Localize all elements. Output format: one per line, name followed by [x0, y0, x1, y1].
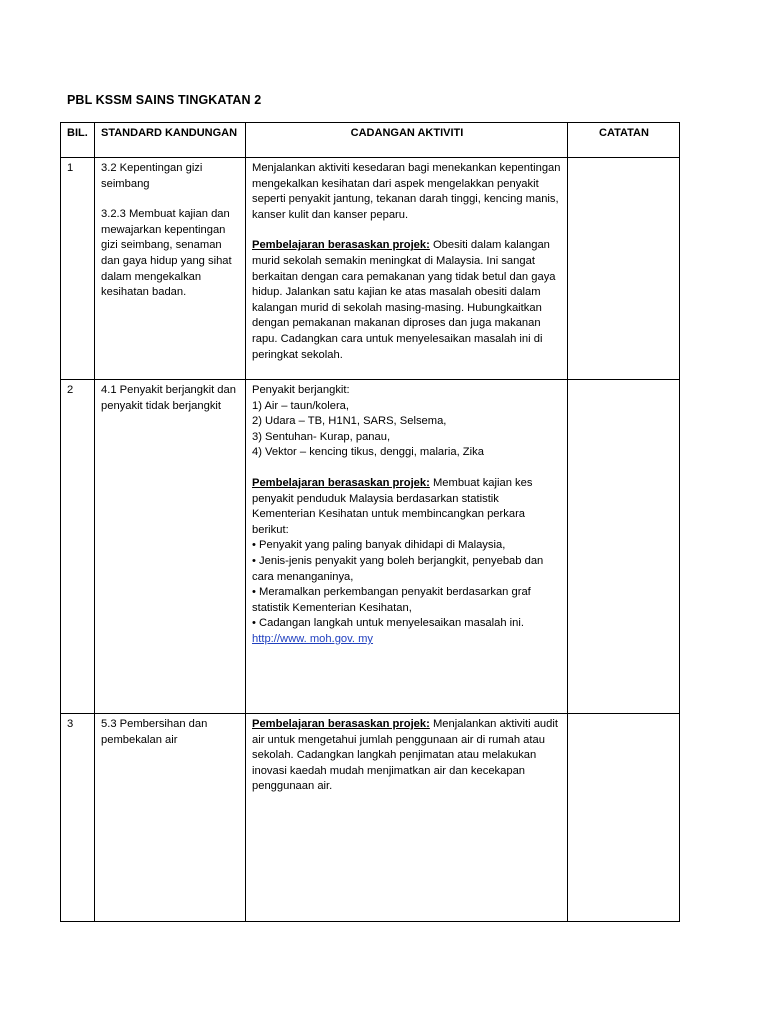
bullet-item: • Cadangan langkah untuk menyelesaikan masalah ini. [252, 617, 524, 630]
standard-heading: 3.2 Kepentingan gizi seimbang [101, 162, 203, 190]
header-catatan: CATATAN [568, 123, 680, 158]
cell-standard [95, 380, 246, 714]
cell-standard [95, 158, 246, 380]
cell-cadangan [246, 158, 568, 380]
pbl-paragraph [252, 717, 562, 795]
list-item: 2) Udara – TB, H1N1, SARS, Selsema, [252, 415, 447, 428]
activity-intro: Menjalankan aktiviti kesedaran bagi menekankan kepentingan mengekalkan kesihatan dari aspek mengelakkan penyakit seperti penyakit jantung, tekanan darah tinggi, kencing manis, kanser kulit dan kanser peparu. [252, 162, 561, 221]
pbl-label: Pembelajaran berasaskan projek: [252, 239, 430, 252]
list-item: 3) Sentuhan- Kurap, panau, [252, 430, 391, 443]
cell-cadangan [246, 380, 568, 714]
moh-link[interactable]: http://www. moh.gov. my [252, 632, 374, 645]
header-cadangan: CADANGAN AKTIVITI [246, 123, 568, 158]
document-title: PBL KSSM SAINS TINGKATAN 2 [67, 93, 262, 107]
pbl-label: Pembelajaran berasaskan projek: [252, 718, 430, 730]
list-item: 1) Air – taun/kolera, [252, 399, 350, 412]
standard-heading: 4.1 Penyakit berjangkit dan penyakit tidak berjangkit [101, 384, 236, 412]
pbl-text: Menjalankan aktiviti audit air untuk mengetahui jumlah penggunaan air di rumah atau sekolah. Cadangkan langkah penjimatan atau melakukan inovasi kaedah mudah menjimatkan air dan kecekapan penggunaan air. [252, 718, 558, 793]
pbl-text: Obesiti dalam kalangan murid sekolah semakin meningkat di Malaysia. Ini sangat berkaitan dengan cara pemakanan yang tidak betul dan gaya hidup. Jalankan satu kajian ke atas masalah obesiti dalam kalangan murid di sekolah masing-masing. Hubungkaitkan dengan pemakanan makanan diproses dan juga makanan rapu. Cadangkan cara untuk menyelesaikan masalah ini di peringkat sekolah. [252, 239, 556, 361]
standard-detail: 3.2.3 Membuat kajian dan mewajarkan kepentingan gizi seimbang, senaman dan gaya hidup yang sihat dalam mengekalkan kesihatan badan. [101, 208, 232, 299]
table-row [61, 714, 680, 922]
standard-heading: 5.3 Pembersihan dan pembekalan air [101, 718, 208, 746]
bullet-item: • Jenis-jenis penyakit yang boleh berjangkit, penyebab dan cara menanganinya, [252, 554, 544, 583]
header-standard: STANDARD KANDUNGAN [95, 123, 246, 158]
activity-table [60, 122, 680, 922]
table-row [61, 380, 680, 714]
cell-catatan [568, 158, 680, 380]
cell-bil: 1 [61, 158, 95, 380]
pbl-paragraph [252, 238, 562, 363]
pbl-text: Membuat kajian kes penyakit penduduk Malaysia berdasarkan statistik Kementerian Kesihatan untuk membincangkan perkara berikut: [252, 476, 533, 536]
header-bil: BIL. [61, 123, 95, 158]
table-header-row [61, 123, 680, 158]
cell-bil: 3 [61, 714, 95, 922]
bullet-item: • Meramalkan perkembangan penyakit berdasarkan graf statistik Kementerian Kesihatan, [252, 586, 531, 614]
cell-cadangan [246, 714, 568, 922]
list-title: Penyakit berjangkit: [252, 384, 350, 396]
cell-standard [95, 714, 246, 922]
cell-catatan [568, 714, 680, 922]
table-row [61, 158, 680, 380]
pbl-label: Pembelajaran berasaskan projek: [252, 476, 430, 489]
list-item: 4) Vektor – kencing tikus, denggi, malaria, Zika [252, 446, 484, 459]
cell-bil: 2 [61, 380, 95, 714]
pbl-paragraph [252, 476, 562, 538]
cell-catatan [568, 380, 680, 714]
bullet-item: • Penyakit yang paling banyak dihidapi di Malaysia, [252, 539, 506, 552]
